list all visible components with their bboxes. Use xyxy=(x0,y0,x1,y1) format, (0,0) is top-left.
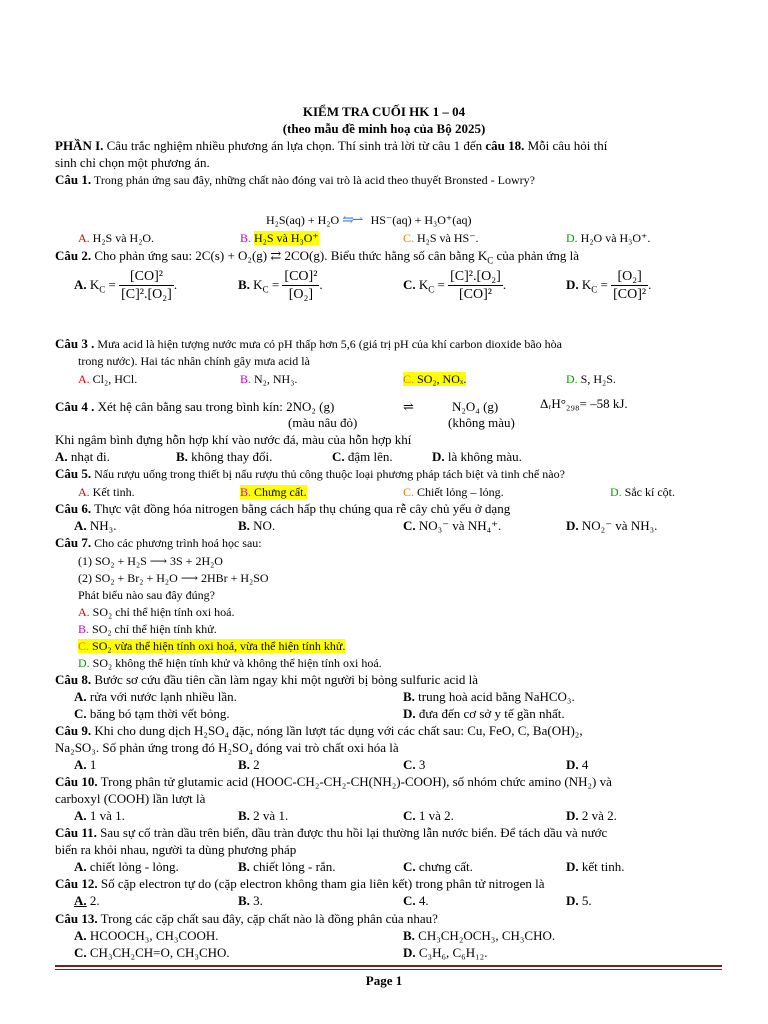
numerator: [CO]² xyxy=(284,269,318,284)
option-letter: C. xyxy=(403,893,416,908)
option-text: H₂S và H₂O. xyxy=(92,231,155,245)
q10-option-a[interactable] xyxy=(74,808,125,824)
option-text: Kết tinh. xyxy=(92,485,135,499)
question-4 xyxy=(55,399,334,415)
question-7-label: Câu 7. xyxy=(55,535,92,550)
question-7 xyxy=(55,535,262,551)
question-10-stem: Trong phân tử glutamic acid (HOOC-CH₂-CH₂-CH(NH₂)-COOH), số nhóm chức amino (NH₂) và xyxy=(97,774,612,789)
q9-option-d[interactable] xyxy=(566,757,588,773)
question-10-label: Câu 10. xyxy=(55,774,98,789)
option-letter: A. xyxy=(78,372,90,386)
option-letter: B. xyxy=(240,485,252,499)
option-text: chiết lỏng - lỏng. xyxy=(89,859,179,874)
question-1-label: Câu 1. xyxy=(55,172,92,187)
option-letter: A. xyxy=(74,808,87,823)
option-text: 5. xyxy=(581,893,592,908)
option-text: 1 và 1. xyxy=(89,808,125,823)
question-7-ask: Phát biểu nào sau đây đúng? xyxy=(78,588,215,602)
option-letter: C. xyxy=(403,859,416,874)
option-text-highlighted: H₂S và H₃O⁺ xyxy=(254,231,319,245)
option-text: SO₂ chỉ thể hiện tính khử. xyxy=(92,622,217,636)
kc-subscript: C xyxy=(487,255,494,266)
option-letter: D. xyxy=(566,276,579,292)
option-text: CH₃CH₂CH=O, CH₃CHO. xyxy=(89,945,230,960)
option-text: HCOOCH₃, CH₃COOH. xyxy=(89,928,219,943)
question-9 xyxy=(55,723,583,739)
option-letter: B. xyxy=(403,928,415,943)
question-5 xyxy=(55,466,565,482)
q6-option-d[interactable] xyxy=(566,518,657,534)
question-12-label: Câu 12. xyxy=(55,876,98,891)
option-letter-underlined: A. xyxy=(74,893,87,908)
question-10 xyxy=(55,774,612,790)
question-2-stem: Cho phản ứng sau: 2C(s) + O₂(g) ⇄ 2CO(g). Biểu thức hằng số cân bằng K xyxy=(91,248,488,263)
footer-rule-thin xyxy=(55,969,722,970)
q4-option-b[interactable] xyxy=(176,449,272,465)
question-13-stem: Trong các cặp chất sau đây, cặp chất nào là đồng phân của nhau? xyxy=(97,911,438,926)
question-1-equation xyxy=(266,212,472,229)
option-text: 2 xyxy=(253,757,260,772)
question-3 xyxy=(55,336,562,352)
question-8 xyxy=(55,672,478,688)
option-letter: B. xyxy=(240,372,252,386)
option-letter: B. xyxy=(238,276,250,292)
question-6-stem: Thực vật đồng hóa nitrogen bằng cách hấp thụ chúng qua rễ cây chủ yếu ở dạng xyxy=(91,501,511,516)
option-letter: D. xyxy=(566,231,578,245)
q11-option-a[interactable] xyxy=(74,859,179,875)
question-5-label: Câu 5. xyxy=(55,466,92,481)
option-letter: A. xyxy=(74,757,87,772)
q3-option-c[interactable] xyxy=(403,371,466,387)
option-letter: A. xyxy=(74,859,87,874)
kc-sub: C xyxy=(262,284,269,295)
option-letter: B. xyxy=(238,808,250,823)
option-text: không thay đổi. xyxy=(191,449,273,464)
option-text: 2 và 1. xyxy=(253,808,289,823)
option-text: S, H₂S. xyxy=(580,372,616,386)
question-12-stem: Số cặp electron tự do (cặp electron không tham gia liên kết) trong phân tử nitrogen là xyxy=(97,876,545,891)
q9-option-a[interactable] xyxy=(74,757,96,773)
option-text: CH₃CH₂OCH₃, CH₃CHO. xyxy=(418,928,556,943)
q11-option-d[interactable] xyxy=(566,859,625,875)
option-text: trung hoà acid bằng NaHCO₃. xyxy=(418,689,575,704)
equilibrium-arrow-icon: ⇌ xyxy=(403,399,414,414)
q3-option-b[interactable] xyxy=(240,371,297,387)
kc-sub: C xyxy=(428,284,435,295)
part1-bold-range: câu 18. xyxy=(485,138,525,153)
option-letter: D. xyxy=(566,808,579,823)
option-text: rửa với nước lạnh nhiều lần. xyxy=(89,689,237,704)
footer-rule-thick xyxy=(55,965,722,967)
question-4-color-reactant: (màu nâu đỏ) xyxy=(288,415,358,430)
question-7-reaction-1: (1) SO₂ + H₂S ⟶ 3S + 2H₂O xyxy=(78,554,223,568)
question-4-color-product: (không màu) xyxy=(448,415,515,430)
option-text: SO₂ chỉ thể hiện tính oxi hoá. xyxy=(92,605,235,619)
q4-option-d[interactable] xyxy=(432,449,522,465)
option-text: 1 và 2. xyxy=(418,808,454,823)
kc-sub: C xyxy=(99,284,106,295)
question-7-reaction-2: (2) SO₂ + Br₂ + H₂O ⟶ 2HBr + H₂SO xyxy=(78,571,269,585)
question-6-label: Câu 6. xyxy=(55,501,92,516)
question-6 xyxy=(55,501,510,517)
q5-option-d[interactable] xyxy=(610,484,675,500)
option-text: NH₃. xyxy=(89,518,117,533)
option-text: NO₂⁻ và NH₃. xyxy=(581,518,658,533)
option-text: đưa đến cơ sở y tế gần nhất. xyxy=(418,706,565,721)
option-text: 3 xyxy=(418,757,426,772)
option-text: 2 và 2. xyxy=(581,808,617,823)
option-letter: A. xyxy=(74,928,87,943)
kc-fraction-c xyxy=(448,268,503,304)
option-text: 3. xyxy=(253,893,263,908)
q10-option-c[interactable] xyxy=(403,808,454,824)
option-text-highlighted: SO₂, NOₓ. xyxy=(417,372,467,386)
numerator: [O₂] xyxy=(611,268,648,286)
kc-symbol: K xyxy=(89,276,100,292)
option-text: nhạt đi. xyxy=(70,449,110,464)
q13-option-d[interactable] xyxy=(403,945,487,961)
question-1-stem: Trong phản ứng sau đây, những chất nào đóng vai trò là acid theo thuyết Bronsted - Lowry? xyxy=(91,173,535,187)
question-4-enthalpy: ΔᵣH°₂₉₈= –58 kJ. xyxy=(540,396,628,411)
option-letter: D. xyxy=(403,706,416,721)
question-3-label: Câu 3 . xyxy=(55,336,95,351)
option-letter: C. xyxy=(403,485,415,499)
option-letter: B. xyxy=(238,757,250,772)
q8-option-c[interactable] xyxy=(74,706,230,722)
option-letter: A. xyxy=(78,605,90,619)
q11-option-b[interactable] xyxy=(238,859,335,875)
question-2-stem-end: của phản ứng là xyxy=(493,248,579,263)
question-11-label: Câu 11. xyxy=(55,825,97,840)
question-12 xyxy=(55,876,545,892)
option-text: NO. xyxy=(253,518,276,533)
option-letter: D. xyxy=(566,372,578,386)
option-letter: C. xyxy=(403,757,416,772)
q1-option-c[interactable] xyxy=(403,230,479,246)
equilibrium-arrow-icon: ⇋⇀ xyxy=(342,213,362,228)
question-5-stem: Nấu rượu uống trong thiết bị nấu rượu thủ công thuộc loại phương pháp tách biệt và tinh chế nào? xyxy=(91,467,565,481)
kc-fraction-d xyxy=(611,268,648,304)
q4-option-a[interactable] xyxy=(55,449,110,465)
option-letter: B. xyxy=(176,449,188,464)
q5-option-a[interactable] xyxy=(78,484,135,500)
q13-option-a[interactable] xyxy=(74,928,219,944)
part1-label: PHẦN I. xyxy=(55,138,104,153)
question-10-stem-cont: carboxyl (COOH) lần lượt là xyxy=(55,791,206,806)
question-9-label: Câu 9. xyxy=(55,723,92,738)
option-letter: B. xyxy=(403,689,415,704)
option-letter: B. xyxy=(78,622,90,636)
q6-option-c[interactable] xyxy=(403,518,501,534)
option-letter: A. xyxy=(78,485,90,499)
question-9-stem: Khi cho dung dịch H₂SO₄ đặc, nóng lần lượt tác dụng với các chất sau: Cu, FeO, C, Ba(OH)₂, xyxy=(91,723,583,738)
option-letter: B. xyxy=(238,893,250,908)
exam-title: KIỂM TRA CUỐI HK 1 – 04 xyxy=(302,104,466,119)
numerator: [C]².[O₂] xyxy=(450,269,501,284)
option-text: H₂S và HS⁻. xyxy=(417,231,479,245)
option-text: 4 xyxy=(581,757,589,772)
question-4-stem: Xét hệ cân bằng sau trong bình kín: 2NO₂ (g) xyxy=(94,399,335,414)
q1-option-a[interactable] xyxy=(78,230,154,246)
option-letter: C. xyxy=(403,231,415,245)
option-letter: D. xyxy=(610,485,622,499)
q13-option-c[interactable] xyxy=(74,945,230,961)
option-text: N₂, NH₃. xyxy=(254,372,298,386)
option-letter: C. xyxy=(403,518,416,533)
option-letter: A. xyxy=(74,518,87,533)
option-text-highlighted: SO₂ vừa thể hiện tính oxi hoá, vừa thể hiện tính khử. xyxy=(92,639,346,653)
q2-option-b[interactable]: B. $K_C$ = $\frac{\text{[CO]²}}{\text{[O₂]}}$ . xyxy=(238,269,323,302)
denominator: [CO]² xyxy=(458,287,492,302)
q10-option-b[interactable] xyxy=(238,808,288,824)
option-letter: A. xyxy=(74,276,87,292)
option-text: chiết lỏng - rắn. xyxy=(253,859,336,874)
part1-text: Câu trắc nghiệm nhiều phương án lựa chọn. Thí sinh trả lời từ câu 1 đến xyxy=(103,138,486,153)
question-2-label: Câu 2. xyxy=(55,248,92,263)
q6-option-b[interactable] xyxy=(238,518,275,534)
q7-option-a[interactable] xyxy=(78,604,235,620)
q8-option-a[interactable] xyxy=(74,689,237,705)
option-text: kết tinh. xyxy=(581,859,625,874)
option-letter: A. xyxy=(55,449,68,464)
denominator: [CO]² xyxy=(613,287,647,302)
option-letter: D. xyxy=(403,945,416,960)
question-13 xyxy=(55,911,438,927)
option-letter: C. xyxy=(74,706,87,721)
option-text: H₂O và H₃O⁺. xyxy=(580,231,651,245)
denominator: [C]².[O₂] xyxy=(121,287,172,302)
question-11 xyxy=(55,825,607,841)
option-letter: D. xyxy=(566,757,579,772)
option-letter: A. xyxy=(78,231,90,245)
q1-option-d[interactable] xyxy=(566,230,650,246)
question-3-stem-cont: trong nước). Hai tác nhân chính gây mưa acid là xyxy=(78,354,310,368)
numerator: [CO]² xyxy=(119,268,174,286)
q12-option-b[interactable] xyxy=(238,893,263,909)
kc-fraction-b xyxy=(282,268,319,304)
q11-option-c[interactable] xyxy=(403,859,473,875)
q2-option-d[interactable]: D. $K_C$ = $\frac{\text{[O₂]}}{\text{[CO]²}}$ . xyxy=(566,269,652,302)
option-letter: B. xyxy=(240,231,252,245)
option-letter: C. xyxy=(403,372,415,386)
option-text: Chiết lỏng – lỏng. xyxy=(417,485,504,499)
kc-symbol: K xyxy=(418,276,429,292)
q7-option-c[interactable] xyxy=(78,638,345,654)
q9-option-b[interactable] xyxy=(238,757,260,773)
option-letter: D. xyxy=(78,656,90,670)
option-text-highlighted: Chưng cất. xyxy=(254,485,307,499)
q12-option-d[interactable] xyxy=(566,893,592,909)
question-1 xyxy=(55,172,535,188)
question-9-stem-cont: Na₂SO₃. Số phản ứng trong đó H₂SO₄ đóng vai trò chất oxi hóa là xyxy=(55,740,399,755)
question-7-stem: Cho các phương trình hoá học sau: xyxy=(91,536,262,550)
part1-line2: sinh chỉ chọn một phương án. xyxy=(55,155,210,170)
option-text: C₃H₆, C₆H₁₂. xyxy=(418,945,488,960)
option-text: 2. xyxy=(89,893,100,908)
question-3-stem: Mưa acid là hiện tượng nước mưa có pH thấp hơn 5,6 (giá trị pH của khí carbon dioxide bão hòa xyxy=(94,337,562,351)
option-text: là không màu. xyxy=(447,449,522,464)
kc-symbol: K xyxy=(581,276,592,292)
question-13-label: Câu 13. xyxy=(55,911,98,926)
q3-option-a[interactable] xyxy=(78,371,137,387)
question-8-label: Câu 8. xyxy=(55,672,92,687)
eq-products: HS⁻(aq) + H₃O⁺(aq) xyxy=(370,213,472,227)
option-letter: D. xyxy=(566,893,579,908)
option-letter: B. xyxy=(238,859,250,874)
q5-option-b[interactable] xyxy=(240,484,307,500)
option-letter: D. xyxy=(566,518,579,533)
q12-option-a[interactable] xyxy=(74,893,100,909)
option-text: NO₃⁻ và NH₄⁺. xyxy=(418,518,502,533)
q4-option-c[interactable] xyxy=(332,449,393,465)
option-letter: D. xyxy=(566,859,579,874)
denominator: [O₂] xyxy=(288,287,314,302)
question-4-label: Câu 4 . xyxy=(55,399,95,414)
q2-option-a[interactable]: A. $K_C$ = $\frac{\text{[CO]²}}{\text{[C]².[O₂]}}$ . xyxy=(74,269,178,302)
question-11-stem: Sau sự cố tràn dầu trên biển, dầu tràn được thu hồi lại thường lẫn nước biển. Để tách dầu và nước xyxy=(96,825,608,840)
part1-line1 xyxy=(55,138,607,154)
q9-option-c[interactable] xyxy=(403,757,425,773)
option-letter: B. xyxy=(238,518,250,533)
q5-option-c[interactable] xyxy=(403,484,504,500)
q3-option-d[interactable] xyxy=(566,371,616,387)
question-11-stem-cont: biển ra khỏi nhau, người ta dùng phương pháp xyxy=(55,842,297,857)
question-4-stem-cont: Khi ngâm bình đựng hỗn hợp khí vào nước đá, màu của hỗn hợp khí xyxy=(55,432,412,447)
option-letter: C. xyxy=(403,808,416,823)
option-text: chưng cất. xyxy=(418,859,473,874)
q7-option-b[interactable] xyxy=(78,621,217,637)
option-letter: C. xyxy=(78,639,90,653)
question-4-product: N₂O₄ (g) xyxy=(452,399,499,414)
page-number: Page 1 xyxy=(365,973,403,988)
option-text: Sắc kí cột. xyxy=(624,485,675,499)
kc-fraction-a xyxy=(119,268,174,304)
part1-text-cont: Mỗi câu hỏi thí xyxy=(524,138,608,153)
option-letter: C. xyxy=(332,449,345,464)
option-letter: C. xyxy=(403,276,416,292)
kc-sub: C xyxy=(591,284,598,295)
q1-option-b[interactable] xyxy=(240,230,319,246)
option-text: SO₂ không thể hiện tính khử và không thể hiện tính oxi hoá. xyxy=(92,656,382,670)
option-letter: D. xyxy=(432,449,445,464)
q12-option-c[interactable] xyxy=(403,893,429,909)
exam-subtitle: (theo mẫu đề minh hoạ của Bộ 2025) xyxy=(282,121,486,136)
question-8-stem: Bước sơ cứu đầu tiên cần làm ngay khi một người bị bỏng sulfuric acid là xyxy=(91,672,479,687)
q8-option-d[interactable] xyxy=(403,706,565,722)
q13-option-b[interactable] xyxy=(403,928,555,944)
question-2 xyxy=(55,248,579,264)
q8-option-b[interactable] xyxy=(403,689,575,705)
option-letter: C. xyxy=(74,945,87,960)
option-text: Cl₂, HCl. xyxy=(92,372,138,386)
q10-option-d[interactable] xyxy=(566,808,617,824)
q6-option-a[interactable] xyxy=(74,518,116,534)
option-text: 1 xyxy=(89,757,97,772)
option-text: đậm lên. xyxy=(347,449,393,464)
kc-symbol: K xyxy=(253,276,263,292)
option-letter: A. xyxy=(74,689,87,704)
q2-option-c[interactable]: C. $K_C$ = $\frac{\text{[C]².[O₂]}}{\text{[CO]²}}$ . xyxy=(403,269,507,302)
eq-reactants: H₂S(aq) + H₂O xyxy=(266,213,340,227)
q7-option-d[interactable] xyxy=(78,655,382,671)
option-text: 4. xyxy=(418,893,429,908)
option-text: băng bó tạm thời vết bỏng. xyxy=(89,706,230,721)
